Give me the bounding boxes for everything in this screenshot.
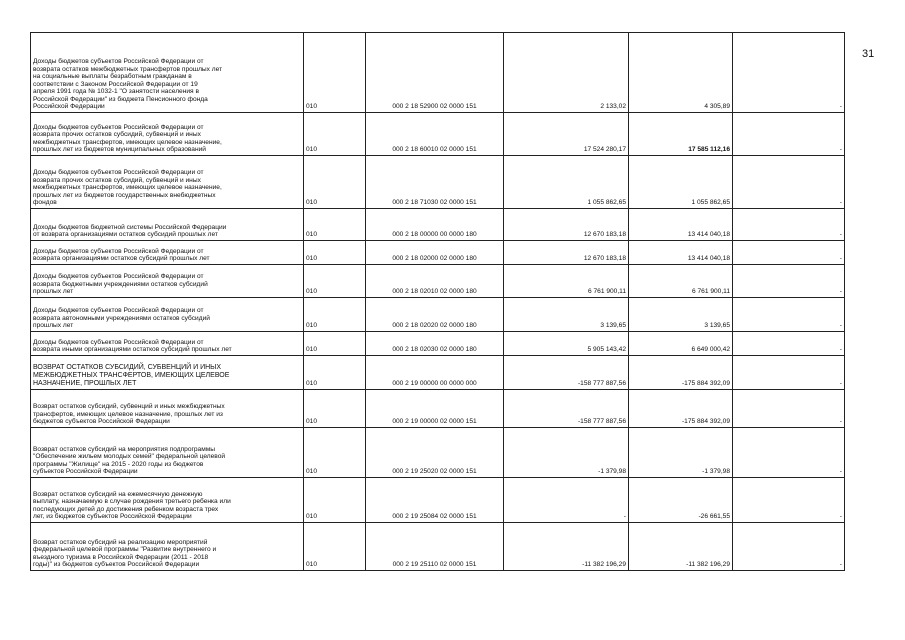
row-unexecuted: - — [733, 33, 845, 113]
row-name: Доходы бюджетов субъектов Российской Федерации от возврата прочих остатков субсидий, субвенций и иных межбюджетных трансфертов, имеющих целевое назначение, прошлых лет из бюджетов государственных внебюджетных фондов — [31, 156, 304, 209]
row-kbk: 000 2 18 60010 02 0000 151 — [366, 113, 504, 156]
table-row — [31, 241, 845, 265]
row-code: 010 — [304, 390, 366, 428]
table-row — [31, 156, 845, 209]
row-unexecuted: - — [733, 298, 845, 332]
row-code: 010 — [304, 265, 366, 298]
row-name: Возврат остатков субсидий, субвенций и иных межбюджетных трансфертов, имеющих целевое назначение, прошлых лет из бюджетов субъектов Российской Федерации — [31, 390, 304, 428]
row-code: 010 — [304, 113, 366, 156]
row-approved: 17 524 280,17 — [504, 113, 629, 156]
row-executed: 17 585 112,16 — [629, 113, 733, 156]
row-approved: -158 777 887,56 — [504, 356, 629, 390]
row-approved: - — [504, 478, 629, 523]
table-row — [31, 390, 845, 428]
row-unexecuted: - — [733, 113, 845, 156]
row-code: 010 — [304, 298, 366, 332]
row-kbk: 000 2 19 25110 02 0000 151 — [366, 523, 504, 571]
row-unexecuted: - — [733, 265, 845, 298]
row-name: Доходы бюджетов субъектов Российской Федерации от возврата организациями остатков субсидий прошлых лет — [31, 241, 304, 265]
table-row — [31, 209, 845, 241]
row-kbk: 000 2 19 00000 02 0000 151 — [366, 390, 504, 428]
row-approved: 5 905 143,42 — [504, 332, 629, 356]
row-executed: 4 305,89 — [629, 33, 733, 113]
table-row — [31, 298, 845, 332]
page-number: 31 — [862, 48, 875, 60]
row-code: 010 — [304, 428, 366, 478]
table-row — [31, 428, 845, 478]
row-kbk: 000 2 18 71030 02 0000 151 — [366, 156, 504, 209]
row-name: Доходы бюджетов субъектов Российской Федерации от возврата прочих остатков субсидий, субвенций и иных межбюджетных трансфертов, имеющих целевое назначение, прошлых лет из бюджетов муниципальных образований — [31, 113, 304, 156]
row-executed: -11 382 196,29 — [629, 523, 733, 571]
row-executed: -26 661,55 — [629, 478, 733, 523]
row-code: 010 — [304, 332, 366, 356]
row-approved: -1 379,98 — [504, 428, 629, 478]
row-approved: 12 670 183,18 — [504, 241, 629, 265]
row-unexecuted: - — [733, 390, 845, 428]
row-approved: 2 133,02 — [504, 33, 629, 113]
row-code: 010 — [304, 156, 366, 209]
row-kbk: 000 2 18 02010 02 0000 180 — [366, 265, 504, 298]
table-row — [31, 356, 845, 390]
row-name: Доходы бюджетов субъектов Российской Федерации от возврата иными организациями остатков субсидий прошлых лет — [31, 332, 304, 356]
row-approved: 6 761 900,11 — [504, 265, 629, 298]
row-unexecuted: - — [733, 478, 845, 523]
row-unexecuted: - — [733, 523, 845, 571]
row-approved: 12 670 183,18 — [504, 209, 629, 241]
table-row — [31, 265, 845, 298]
row-executed: -175 884 392,09 — [629, 390, 733, 428]
row-unexecuted: - — [733, 332, 845, 356]
budget-revenue-table — [30, 32, 845, 571]
row-name: Возврат остатков субсидий на реализацию мероприятий федеральной целевой программы "Развитие внутреннего и въездного туризма в Российской Федерации (2011 - 2018 годы)" из бюджетов субъектов Российской Федерации — [31, 523, 304, 571]
table-row — [31, 113, 845, 156]
row-executed: -175 884 392,09 — [629, 356, 733, 390]
row-unexecuted: - — [733, 356, 845, 390]
row-kbk: 000 2 18 02020 02 0000 180 — [366, 298, 504, 332]
row-approved: 3 139,65 — [504, 298, 629, 332]
row-code: 010 — [304, 523, 366, 571]
row-code: 010 — [304, 33, 366, 113]
row-kbk: 000 2 18 02000 02 0000 180 — [366, 241, 504, 265]
row-kbk: 000 2 19 25084 02 0000 151 — [366, 478, 504, 523]
row-unexecuted: - — [733, 428, 845, 478]
row-approved: 1 055 862,65 — [504, 156, 629, 209]
row-unexecuted: - — [733, 241, 845, 265]
row-executed: 6 761 900,11 — [629, 265, 733, 298]
row-name: Доходы бюджетов субъектов Российской Федерации от возврата бюджетными учреждениями остатков субсидий прошлых лет — [31, 265, 304, 298]
row-kbk: 000 2 18 00000 00 0000 180 — [366, 209, 504, 241]
row-approved: -158 777 887,56 — [504, 390, 629, 428]
row-executed: 1 055 862,65 — [629, 156, 733, 209]
row-name: Доходы бюджетов субъектов Российской Федерации от возврата остатков межбюджетных трансфертов прошлых лет на социальные выплаты безработным гражданам в соответствии с Законом Российской Федерации от 19 апреля 1991 года № 1032-1 "О занятости населения в Российской Федерации" из бюджета Пенсионного фонда Российской Федерации — [31, 33, 304, 113]
row-unexecuted: - — [733, 209, 845, 241]
row-name: Возврат остатков субсидий на ежемесячную денежную выплату, назначаемую в случае рождения третьего ребенка или последующих детей до достижения ребенком возраста трех лет, из бюджетов субъектов Российской Федерации — [31, 478, 304, 523]
row-kbk: 000 2 18 02030 02 0000 180 — [366, 332, 504, 356]
row-unexecuted: - — [733, 156, 845, 209]
row-code: 010 — [304, 209, 366, 241]
table-row — [31, 33, 845, 113]
row-approved: -11 382 196,29 — [504, 523, 629, 571]
row-name: ВОЗВРАТ ОСТАТКОВ СУБСИДИЙ, СУБВЕНЦИЙ И ИНЫХ МЕЖБЮДЖЕТНЫХ ТРАНСФЕРТОВ, ИМЕЮЩИХ ЦЕЛЕВОЕ НАЗНАЧЕНИЕ, ПРОШЛЫХ ЛЕТ — [31, 356, 304, 390]
row-name: Доходы бюджетов бюджетной системы Российской Федерации от возврата организациями остатков субсидий прошлых лет — [31, 209, 304, 241]
row-executed: -1 379,98 — [629, 428, 733, 478]
row-kbk: 000 2 19 00000 00 0000 000 — [366, 356, 504, 390]
table-row — [31, 332, 845, 356]
row-executed: 6 649 000,42 — [629, 332, 733, 356]
row-executed: 13 414 040,18 — [629, 241, 733, 265]
row-name: Возврат остатков субсидий на мероприятия подпрограммы "Обеспечение жильем молодых семей" федеральной целевой программы "Жилище" на 2015 - 2020 годы из бюджетов субъектов Российской Федерации — [31, 428, 304, 478]
row-executed: 3 139,65 — [629, 298, 733, 332]
row-code: 010 — [304, 241, 366, 265]
row-name: Доходы бюджетов субъектов Российской Федерации от возврата автономными учреждениями остатков субсидий прошлых лет — [31, 298, 304, 332]
row-code: 010 — [304, 478, 366, 523]
row-kbk: 000 2 19 25020 02 0000 151 — [366, 428, 504, 478]
row-kbk: 000 2 18 52900 02 0000 151 — [366, 33, 504, 113]
row-code: 010 — [304, 356, 366, 390]
table-row — [31, 478, 845, 523]
row-executed: 13 414 040,18 — [629, 209, 733, 241]
table-row — [31, 523, 845, 571]
